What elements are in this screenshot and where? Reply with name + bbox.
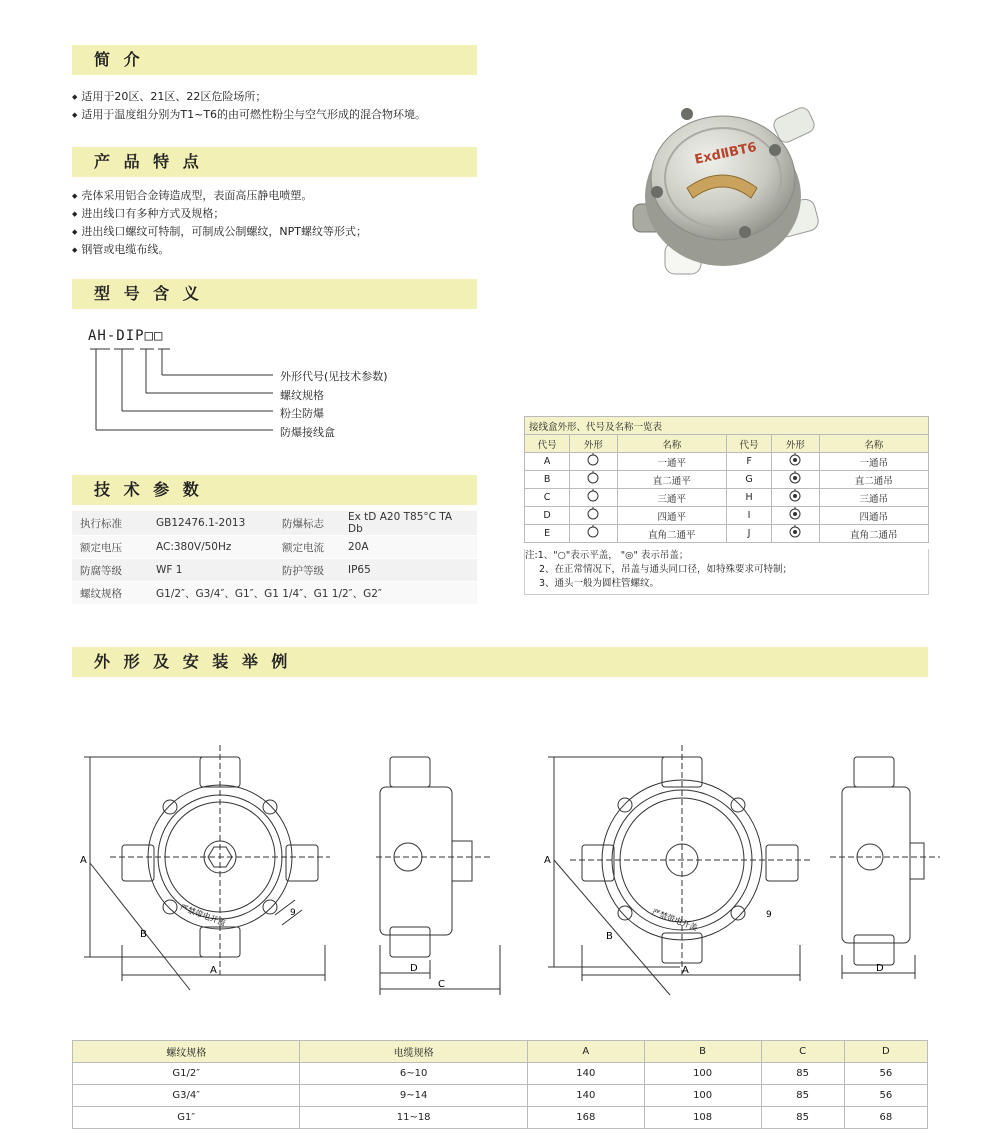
product-photo [625,92,825,292]
model-label: 粉尘防爆 [280,407,324,420]
intro-text: 适用于温度组分别为T1~T6的由可燃性粉尘与空气形成的混合物环境。 [81,108,427,121]
col-header: 电缆规格 [300,1041,527,1063]
table-cell: 85 [761,1063,844,1085]
intro-text: 适用于20区、21区、22区危险场所； [81,90,267,103]
table-cell: 一通平 [617,453,726,471]
table-cell: 68 [844,1107,927,1129]
table-cell: 85 [761,1107,844,1129]
table-cell: H [726,489,771,507]
cover-text: 严禁带电开盖 [178,902,227,928]
table-cell: I [726,507,771,525]
table-cell: E [525,525,570,543]
dim-label-a: A [210,965,217,976]
section-features-header: 产 品 特 点 [72,147,477,177]
table-cell: 11~18 [300,1107,527,1129]
hanging-cover-icon [785,471,805,485]
feature-item [72,223,367,241]
shape-cell [772,471,819,489]
col-header: D [844,1041,927,1063]
hanging-cover-icon [785,507,805,521]
model-code-lines [88,343,288,443]
param-key: 防腐等级 [72,559,148,582]
table-cell: 6~10 [300,1063,527,1085]
param-key: 防护等级 [274,559,340,582]
table-row [525,525,929,543]
photo-marking: ExdⅡBT6 [693,139,759,168]
table-row [73,1085,928,1107]
flat-cover-icon [583,453,603,467]
dim-label-d: D [410,963,418,974]
table-cell: 直二通平 [617,471,726,489]
feature-item [72,241,367,259]
front-view-drawing-large [548,745,810,995]
section-params-header: 技 术 参 数 [72,475,477,505]
model-labels [280,368,388,442]
table-row [525,453,929,471]
col-header: 名称 [819,435,928,453]
intro-item [72,88,426,106]
section-model-header: 型 号 含 义 [72,279,477,309]
hanging-cover-icon [785,453,805,467]
flat-cover-icon [583,471,603,485]
table-row [73,1063,928,1085]
param-value: G1/2″、G3/4″、G1″、G1 1/4″、G1 1/2″、G2″ [148,582,477,605]
param-value: 20A [340,536,477,559]
table-cell: B [525,471,570,489]
installation-drawings [70,745,950,1005]
intro-item [72,106,426,124]
table-cell: C [525,489,570,507]
table-row [73,1107,928,1129]
table-cell: 一通吊 [819,453,928,471]
col-header: C [761,1041,844,1063]
table-cell: J [726,525,771,543]
front-view-drawing [80,745,330,990]
dim-label-b: B [606,931,613,942]
flat-cover-icon [583,525,603,539]
param-key: 额定电压 [72,536,148,559]
table-cell: 三通平 [617,489,726,507]
col-header: 名称 [617,435,726,453]
side-view-drawing-large [830,757,940,979]
table-cell: 四通吊 [819,507,928,525]
table-row [72,582,477,605]
table-cell: G3/4″ [73,1085,300,1107]
features-list [72,187,367,259]
hanging-cover-icon [785,489,805,503]
feature-text: 进出线口有多种方式及规格； [81,207,225,220]
param-value: IP65 [340,559,477,582]
shape-cell [570,525,617,543]
shape-cell [570,453,617,471]
table-row [525,471,929,489]
model-label: 螺纹规格 [280,388,324,402]
table-caption-row [525,417,929,435]
feature-item [72,187,367,205]
table-cell: G [726,471,771,489]
feature-item [72,205,367,223]
type-notes [524,549,929,595]
table-caption: 接线盒外形、代号及名称一览表 [525,417,929,435]
param-value: WF 1 [148,559,274,582]
params-table [72,511,477,605]
col-header: A [527,1041,644,1063]
table-row [72,511,477,536]
param-key: 额定电流 [274,536,340,559]
section-install-header: 外 形 及 安 装 举 例 [72,647,928,677]
dim-label-a: A [682,965,689,976]
model-label: 防爆接线盒 [280,425,335,439]
param-key: 执行标准 [72,511,148,536]
table-row [525,507,929,525]
model-code: AH-DIP□□ [88,328,164,344]
col-header: 螺纹规格 [73,1041,300,1063]
param-key: 防爆标志 [274,511,340,536]
param-key: 螺纹规格 [72,582,148,605]
table-cell: G1/2″ [73,1063,300,1085]
feature-text: 壳体采用铝合金铸造成型，表面高压静电喷塑。 [81,189,313,202]
shape-cell [772,453,819,471]
table-cell: 168 [527,1107,644,1129]
param-value: AC:380V/50Hz [148,536,274,559]
param-value: Ex tD A20 T85°C TA Db [340,511,477,536]
hanging-cover-icon [785,525,805,539]
shape-cell [570,489,617,507]
table-row [72,536,477,559]
model-label: 外形代号(见技术参数) [280,370,388,383]
dimension-table [72,1040,928,1129]
shape-cell [772,507,819,525]
dim-label-b: B [140,929,147,940]
dim-label-a: A [80,855,87,866]
table-cell: 56 [844,1063,927,1085]
note-line: 注:1、"○"表示平盖， "◎" 表示吊盖； [525,550,689,561]
shape-cell [772,489,819,507]
shape-cell [570,507,617,525]
table-cell: 直角二通吊 [819,525,928,543]
table-cell: D [525,507,570,525]
dim-label-c: C [438,979,445,990]
table-header-row [525,435,929,453]
section-intro-header: 简 介 [72,45,477,75]
col-header: 代号 [525,435,570,453]
col-header: B [644,1041,761,1063]
table-cell: 三通吊 [819,489,928,507]
dim-label-g: 9 [766,910,772,920]
table-header-row [73,1041,928,1063]
table-cell: 140 [527,1063,644,1085]
flat-cover-icon [583,489,603,503]
type-table [524,416,929,543]
table-cell: 108 [644,1107,761,1129]
param-value: GB12476.1-2013 [148,511,274,536]
col-header: 代号 [726,435,771,453]
intro-list [72,88,426,124]
table-cell: 9~14 [300,1085,527,1107]
table-cell: G1″ [73,1107,300,1129]
table-cell: A [525,453,570,471]
table-cell: 56 [844,1085,927,1107]
flat-cover-icon [583,507,603,521]
table-row [525,489,929,507]
table-cell: 100 [644,1085,761,1107]
side-view-drawing [376,757,500,995]
col-header: 外形 [772,435,819,453]
cover-text: 严禁带电开盖 [650,907,699,933]
dim-label-g: 9 [290,908,296,918]
table-cell: 100 [644,1063,761,1085]
shape-cell [570,471,617,489]
table-cell: 85 [761,1085,844,1107]
shape-cell [772,525,819,543]
col-header: 外形 [570,435,617,453]
table-row [72,559,477,582]
feature-text: 钢管或电缆布线。 [81,243,170,256]
feature-text: 进出线口螺纹可特制，可制成公制螺纹，NPT螺纹等形式； [81,225,367,238]
table-cell: F [726,453,771,471]
note-line: 2、在正常情况下，吊盖与通头同口径，如特殊要求可特制； [539,564,793,575]
table-cell: 140 [527,1085,644,1107]
dim-label-d: D [876,963,884,974]
table-cell: 直角二通平 [617,525,726,543]
table-cell: 四通平 [617,507,726,525]
note-line: 3、通头一般为圆柱管螺纹。 [539,578,660,589]
table-cell: 直二通吊 [819,471,928,489]
dim-label-a: A [544,855,551,866]
